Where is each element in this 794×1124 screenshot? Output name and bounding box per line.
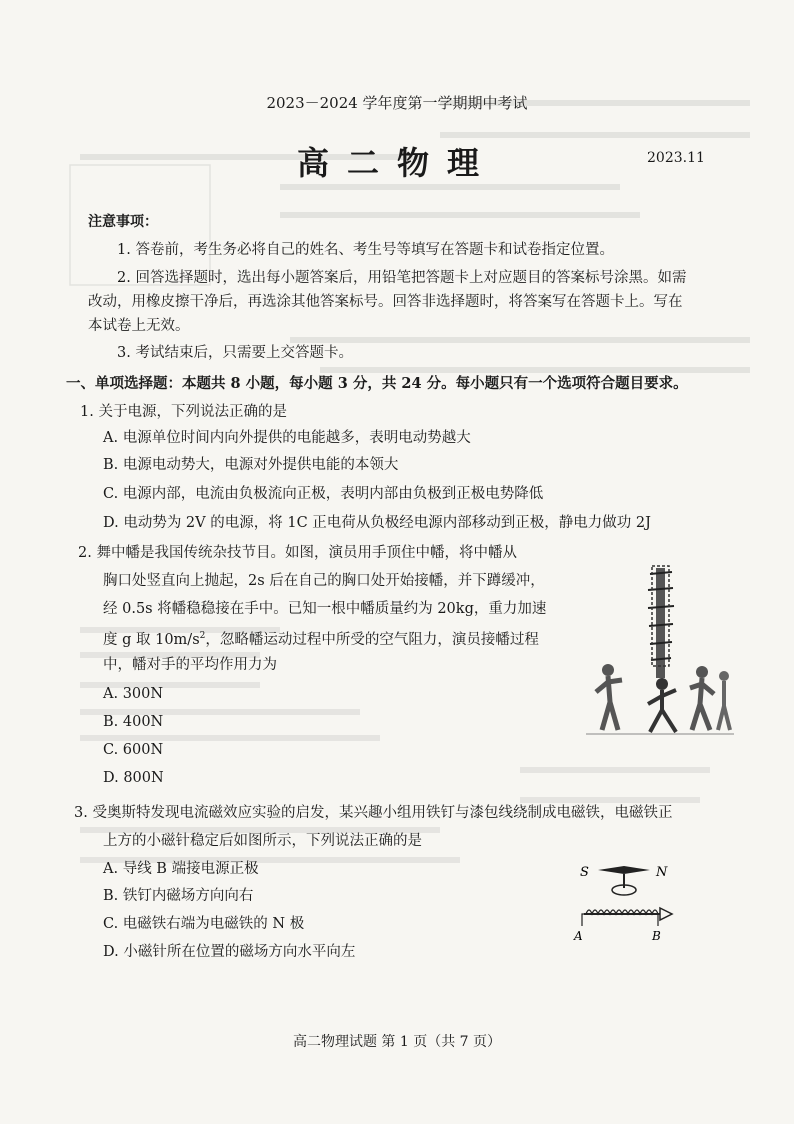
q3-option-d: D. 小磁针所在位置的磁场方向水平向左 xyxy=(103,944,356,960)
q2-line-3: 经 0.5s 将幡稳稳接在手中。已知一根中幡质量约为 20kg，重力加速 xyxy=(103,601,547,617)
q2-option-d: D. 800N xyxy=(103,770,164,786)
q2-line-1: 2. 舞中幡是我国传统杂技节目。如图，演员用手顶住中幡，将中幡从 xyxy=(78,545,517,561)
q1-stem: 1. 关于电源，下列说法正确的是 xyxy=(80,404,287,420)
needle-s-label: S xyxy=(580,865,589,880)
wire-a-label: A xyxy=(574,929,583,943)
q2-line-4: 度 g 取 $10m/s^2$，忽略幡运动过程中所受的空气阻力，演员接幡过程 xyxy=(103,631,539,648)
q2-option-a: A. 300N xyxy=(103,686,164,702)
q3-option-b: B. 铁钉内磁场方向向右 xyxy=(103,888,254,904)
q3-option-c: C. 电磁铁右端为电磁铁的 N 极 xyxy=(103,916,305,932)
notice-item-3: 3. 考试结束后，只需要上交答题卡。 xyxy=(117,345,353,361)
section-heading: 一、单项选择题：本题共 8 小题，每小题 3 分，共 24 分。每小题只有一个选项符合题目要求。 xyxy=(66,375,688,392)
q3-line-2: 上方的小磁针稳定后如图所示，下列说法正确的是 xyxy=(103,833,422,849)
q1-option-d: D. 电动势为 2V 的电源，将 1C 正电荷从负极经电源内部移动到正极，静电力做功 2J xyxy=(103,515,651,531)
q3-option-a: A. 导线 B 端接电源正极 xyxy=(103,861,259,877)
notice-item-1: 1. 答卷前，考生务必将自己的姓名、考生号等填写在答题卡和试卷指定位置。 xyxy=(117,242,614,258)
q3-line-1: 3. 受奥斯特发现电流磁效应实验的启发，某兴趣小组用铁钉与漆包线绕制成电磁铁，电磁铁正 xyxy=(74,805,673,821)
notice-item-2-line-1: 2. 回答选择题时，选出每小题答案后，用铅笔把答题卡上对应题目的答案标号涂黑。如需 xyxy=(117,270,687,286)
zhongfan-performance-figure xyxy=(578,560,738,740)
q1-option-c: C. 电源内部，电流由负极流向正极，表明内部由负极到正极电势降低 xyxy=(103,486,544,502)
q2-line-5: 中，幡对手的平均作用力为 xyxy=(103,657,277,673)
notice-heading: 注意事项： xyxy=(88,214,158,230)
q1-option-a: A. 电源单位时间内向外提供的电能越多，表明电动势越大 xyxy=(103,430,471,446)
wire-b-label: B xyxy=(652,929,661,943)
notice-item-2-line-3: 本试卷上无效。 xyxy=(88,318,190,334)
subject-title: 高二物理 xyxy=(296,144,497,182)
exam-date: 2023.11 xyxy=(647,150,705,166)
electromagnet-figure xyxy=(560,852,700,944)
q2-line-2: 胸口处竖直向上抛起，2s 后在自己的胸口处开始接幡，并下蹲缓冲， xyxy=(103,573,545,589)
q2-option-b: B. 400N xyxy=(103,714,164,730)
page-footer: 高二物理试题 第 1 页（共 7 页） xyxy=(292,1034,502,1050)
needle-n-label: N xyxy=(656,865,668,880)
notice-item-2-line-2: 改动，用橡皮擦干净后，再选涂其他答案标号。回答非选择题时，将答案写在答题卡上。写在 xyxy=(88,294,683,310)
q1-option-b: B. 电源电动势大，电源对外提供电能的本领大 xyxy=(103,457,399,473)
q2-option-c: C. 600N xyxy=(103,742,164,758)
exam-title: 2023－2024 学年度第一学期期中考试 xyxy=(266,94,528,112)
